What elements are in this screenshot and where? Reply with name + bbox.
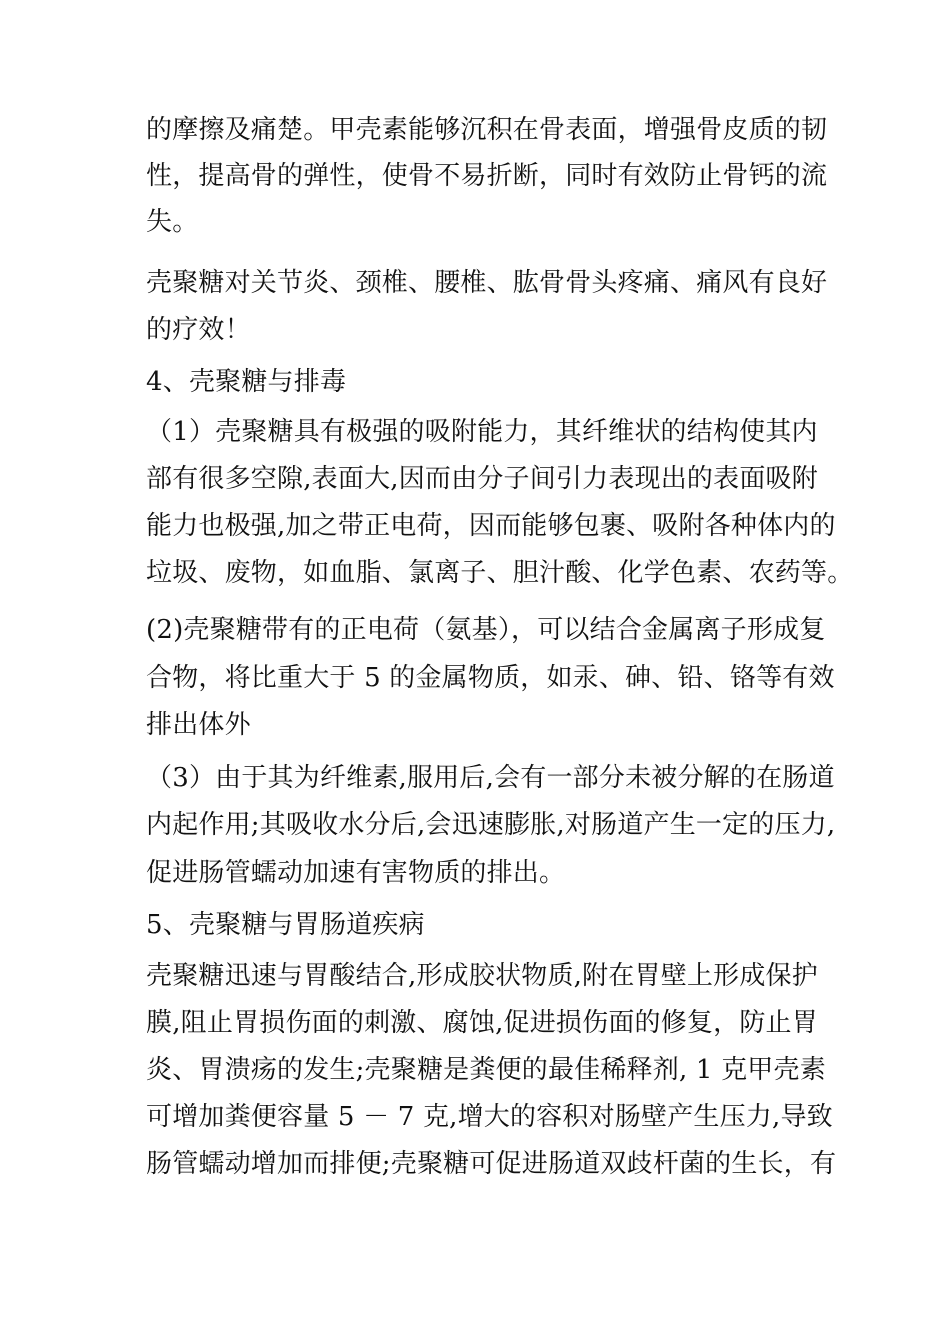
text-line: 可增加粪便容量 5 － 7 克,增大的容积对肠壁产生压力,导致 [146, 1102, 833, 1132]
text-line: 内起作用;其吸收水分后,会迅速膨胀,对肠道产生一定的压力, [146, 810, 836, 840]
text-line: （3）由于其为纤维素,服用后,会有一部分未被分解的在肠道 [146, 763, 835, 793]
text-line: （1）壳聚糖具有极强的吸附能力，其纤维状的结构使其内 [146, 417, 818, 447]
text-line: 部有很多空隙,表面大,因而由分子间引力表现出的表面吸附 [146, 464, 818, 494]
text-line: 能力也极强,加之带正电荷，因而能够包裹、吸附各种体内的 [146, 511, 836, 541]
text-line: 的疗效！ [146, 315, 251, 345]
text-line: 失。 [146, 207, 199, 237]
text-line: 合物，将比重大于 5 的金属物质，如汞、砷、铅、铬等有效 [146, 663, 835, 693]
text-line: 壳聚糖对关节炎、颈椎、腰椎、肱骨骨头疼痛、痛风有良好 [146, 268, 828, 298]
text-line: 炎、胃溃疡的发生;壳聚糖是粪便的最佳稀释剂, 1 克甲壳素 [146, 1055, 826, 1085]
text-line: 肠管蠕动增加而排便;壳聚糖可促进肠道双歧杆菌的生长，有 [146, 1149, 837, 1179]
section-heading: 4、壳聚糖与排毒 [146, 367, 347, 397]
text-line: 的摩擦及痛楚。甲壳素能够沉积在骨表面，增强骨皮质的韧 [146, 115, 828, 145]
text-line: 壳聚糖迅速与胃酸结合,形成胶状物质,附在胃壁上形成保护 [146, 961, 818, 991]
text-line: (2)壳聚糖带有的正电荷（氨基），可以结合金属离子形成复 [146, 615, 826, 645]
section-heading: 5、壳聚糖与胃肠道疾病 [146, 910, 425, 940]
text-line: 性，提高骨的弹性，使骨不易折断，同时有效防止骨钙的流 [146, 161, 828, 191]
text-line: 膜,阻止胃损伤面的刺激、腐蚀,促进损伤面的修复，防止胃 [146, 1008, 818, 1038]
text-line: 促进肠管蠕动加速有害物质的排出。 [146, 858, 566, 888]
text-line: 排出体外 [146, 710, 251, 740]
text-line: 垃圾、废物，如血脂、氯离子、胆汁酸、化学色素、农药等。 [146, 558, 854, 588]
